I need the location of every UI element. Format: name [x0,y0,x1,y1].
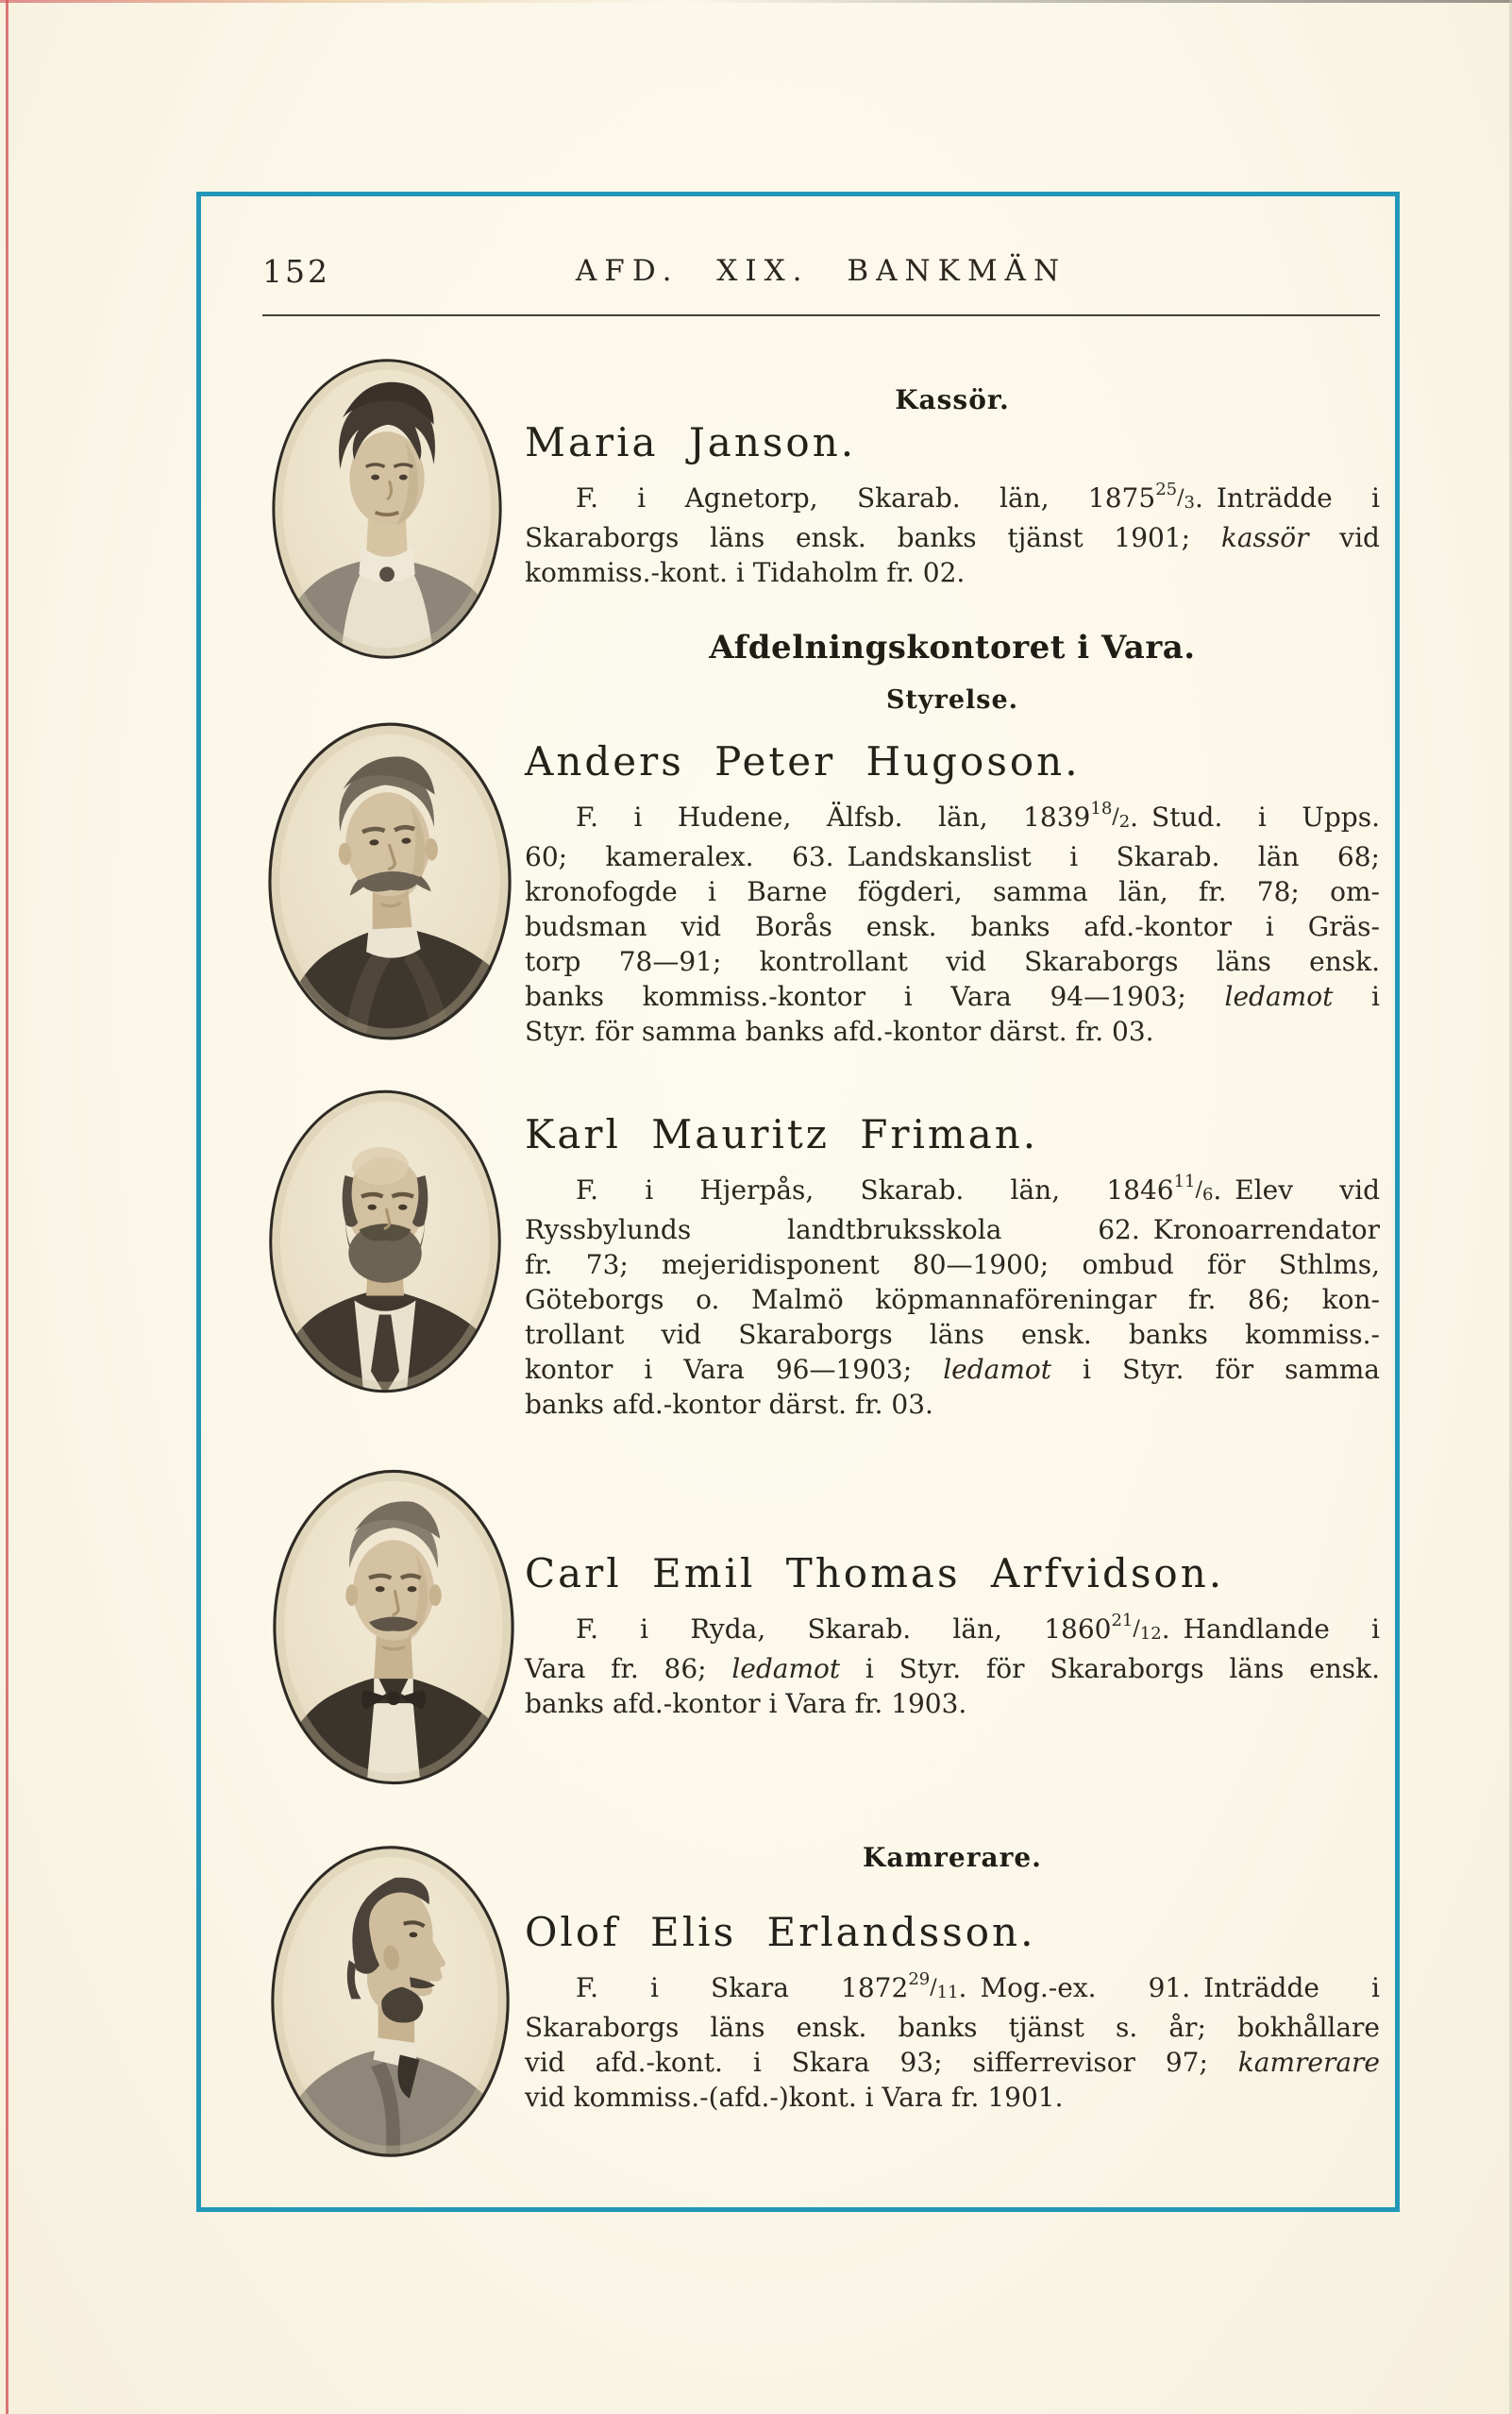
section-heading-styrelse: Styrelse. [885,685,1019,715]
date-fraction: $^{11}$/6 [1173,1172,1214,1205]
profile-paragraph [525,791,1380,1049]
text-line: kronofogde i Barne fögderi, samma län, fr. 78; om- [525,876,1380,907]
text-line: kontor i Vara 96—1903; ledamot i Styr. för samma [525,1354,1381,1385]
profile-paragraph [525,1164,1380,1422]
text-line: trollant vid Skaraborgs läns ensk. banks kommiss.- [525,1319,1380,1350]
text-line: vid afd.-kont. i Skara 93; sifferrevisor 97; kamrerare [525,2047,1380,2078]
profile-name: Maria Janson. [525,419,857,465]
portrait-photo-karl-mauritz-friman [267,1079,503,1404]
text-line: kommiss.-kont. i Tidaholm fr. 02. [525,557,966,588]
text-line: Vara fr. 86; ledamot i Styr. för Skaraborgs läns ensk. [525,1653,1380,1684]
date-fraction: $^{21}$/12 [1111,1611,1162,1644]
profile-block-anders-peter-hugoson [525,740,1380,1049]
profile-paragraph [525,1603,1380,1721]
text-line: vid kommiss.-(afd.-)kont. i Vara fr. 1901. [525,2082,1064,2113]
text-line: banks afd.-kontor i Vara fr. 1903. [525,1688,967,1719]
profile-name: Olof Elis Erlandsson. [525,1909,1036,1955]
section-heading-kassor: Kassör. [895,384,1010,415]
profile-block-olof-elis-erlandsson [525,1911,1380,2115]
page-number: 152 [262,253,330,290]
portrait-photo-olof-elis-erlandsson [269,1841,512,2162]
date-fraction: $^{29}$/11 [908,1969,959,2002]
date-fraction: $^{18}$/2 [1090,799,1131,832]
profile-paragraph [525,472,1380,590]
profile-block-karl-mauritz-friman [525,1113,1380,1422]
text-line: F. i Ryda, Skarab. län, 1860$^{21}$/12. Handlande i [576,1611,1381,1645]
text-line: F. i Hudene, Älfsb. län, 1839$^{18}$/2. Stud. i Upps. [576,799,1380,833]
text-line: F. i Hjerpås, Skarab. län, 1846$^{11}$/6. Elev vid [576,1172,1381,1206]
text-line: fr. 73; mejeridisponent 80—1900; ombud för Sthlms, [525,1249,1380,1280]
portrait-photo-maria-janson [269,357,505,661]
text-line: banks afd.-kontor därst. fr. 03. [525,1389,933,1420]
section-heading-kamrerare: Kamrerare. [863,1842,1042,1873]
profile-block-carl-emil-thomas-arfvidson [525,1552,1380,1721]
text-line: Skaraborgs läns ensk. banks tjänst s. år; bokhållare [525,2012,1380,2043]
text-line: Göteborgs o. Malmö köpmannaföreningar fr. 86; kon- [525,1284,1380,1315]
text-line: torp 78—91; kontrollant vid Skaraborgs läns ensk. [525,946,1380,977]
scan-edge-top [0,0,1512,3]
profile-paragraph [525,1962,1380,2115]
text-line: F. i Skara 1872$^{29}$/11. Mog.-ex. 91. Inträdde i [576,1969,1380,2003]
text-line: F. i Agnetorp, Skarab. län, 1875$^{25}$/3. Inträdde i [576,480,1380,514]
text-line: Styr. för samma banks afd.-kontor därst. fr. 03. [525,1016,1154,1047]
profile-block-maria-janson [525,421,1380,590]
portrait-photo-anders-peter-hugoson [266,719,513,1043]
date-fraction: $^{25}$/3 [1155,480,1195,513]
text-line: Ryssbylunds landtbruksskola 62. Kronoarrendator [525,1214,1380,1245]
text-line: budsman vid Borås ensk. banks afd.-kontor i Gräs- [525,911,1380,942]
section-heading-office-vara: Afdelningskontoret i Vara. [709,629,1196,667]
running-header-title: AFD. XIX. BANKMÄN [575,254,1067,288]
header-rule-line [262,314,1380,316]
profile-name: Karl Mauritz Friman. [525,1111,1039,1157]
text-line: 60; kameralex. 63. Landskanslist i Skarab. län 68; [525,841,1380,872]
text-line: Skaraborgs läns ensk. banks tjänst 1901; kassör vid [525,522,1380,553]
scan-edge-red-line [6,0,8,2414]
text-line: banks kommiss.-kontor i Vara 94—1903; ledamot i [525,981,1380,1012]
profile-name: Carl Emil Thomas Arfvidson. [525,1550,1225,1596]
portrait-photo-carl-emil-thomas-arfvidson [271,1463,516,1791]
profile-name: Anders Peter Hugoson. [525,738,1081,785]
